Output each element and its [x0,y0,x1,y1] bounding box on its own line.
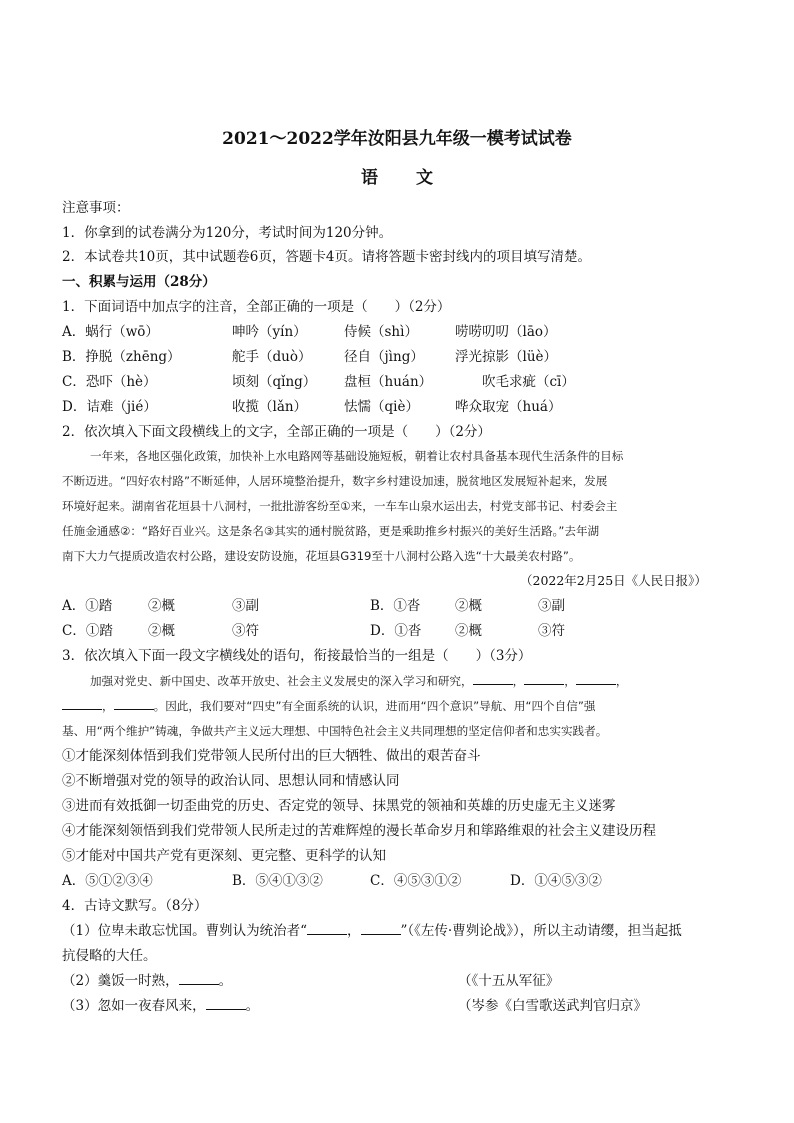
q4-part-1-sep: ， [347,923,361,939]
q2-stem: 2．依次填入下面文段横线上的文字，全部正确的一项是（ ）（2分） [62,424,491,440]
q4-part-3-text: （3）忽如一夜春风来， [62,998,206,1014]
q1-option-b-word4: 浮光掠影（lüè） [455,349,558,365]
q3-item-3: ③进而有效抵御一切歪曲党的历史、否定党的领导、抹黑党的领袖和英雄的历史虚无主义迷雾 [62,798,616,814]
subject-title: 语文 [361,168,471,188]
answer-blank[interactable] [473,672,513,685]
q3-passage-line-2: ， 。因此，我们要对“四史”有全面系统的认识，进而用“四个意识”导航、用“四个自信”强 [62,697,595,715]
q3-item-4: ④才能深刻领悟到我们党带领人民所走过的苦难辉煌的漫长革命岁月和筚路维艰的社会主义建设历程 [62,823,656,839]
notice-item-1: 1．你拿到的试卷满分为120分，考试时间为120分钟。 [62,225,393,241]
q1-option-d-word4: 哗众取宠（huá） [455,399,562,415]
q2-option-c-2: ②概 [148,623,175,639]
q4-part-2-source: （《十五从军征》 [458,973,560,989]
q4-part-3-end: 。 [245,998,260,1014]
q1-stem: 1．下面词语中加点字的注音，全部正确的一项是（ ）（2分） [62,299,451,315]
q2-option-c-1: C．①踏 [62,623,113,639]
q2-passage-line-3: 环境好起来。湖南省花垣县十八洞村，一批批游客纷至①来，一车车山泉水运出去，村党支部书记、村委会主 [62,499,618,513]
q3-item-2: ②不断增强对党的领导的政治认同、思想认同和情感认同 [62,773,400,789]
q3-option-a: A．⑤①②③④ [62,873,153,889]
q2-option-a-3: ③副 [232,598,259,614]
q4-part-1-cont: 抗侵略的大任。 [62,948,157,964]
q2-passage-line-1: 一年来，各地区强化政策，加快补上水电路网等基础设施短板，朝着让农村具备基本现代生活条件的目标 [90,449,624,463]
q2-option-d-3: ③符 [538,623,565,639]
q3-option-c: C．④⑤③①② [370,873,462,889]
q1-option-a-word2: 呻吟（yín） [232,324,307,340]
q1-option-b-word2: 舵手（duò） [232,349,312,365]
q3-option-b: B．⑤④①③② [232,873,323,889]
q4-part-1 [62,922,682,940]
q2-passage-line-5: 南下大力气提质改造农村公路，建设安防设施，花垣县G319至十八洞村公路入选“十大最美农村路”。 [62,549,581,563]
q4-part-3-source: （岑参《白雪歌送武判官归京》 [458,998,647,1014]
q4-part-2-text: （2）羹饭一时熟， [62,973,179,989]
q1-option-b-word3: 径自（jìng） [344,349,424,365]
q3-passage-text-1: 加强对党史、新中国史、改革开放史、社会主义发展史的深入学习和研究， [90,674,473,688]
q1-option-a-word3: 侍候（shì） [344,324,418,340]
answer-blank[interactable] [179,972,219,985]
q2-passage-line-2: 不断迈进。“四好农村路”不断延伸，人居环境整治提升，数字乡村建设加速，脱贫地区发展短补起来，发展 [62,474,608,488]
q2-option-d-1: D．①沓 [370,623,422,639]
q2-option-b-3: ③副 [538,598,565,614]
q4-part-1-text-b: ”（《左传·曹刿论战》），所以主动请缨，担当起抵 [400,923,682,939]
q2-option-a-2: ②概 [148,598,175,614]
q2-option-b-2: ②概 [455,598,482,614]
answer-blank[interactable] [206,997,246,1010]
q3-item-1: ①才能深刻体悟到我们党带领人民所付出的巨大牺牲、做出的艰苦奋斗 [62,748,481,764]
q2-source: （2022年2月25日《人民日报》） [520,573,707,588]
q2-option-d-2: ②概 [455,623,482,639]
q1-option-c-word4: 吹毛求疵（cī） [482,374,575,390]
q2-option-a-1: A．①踏 [62,598,113,614]
q1-option-d-word2: 收揽（lǎn） [232,399,308,415]
q3-option-d: D．①④⑤③② [510,873,602,889]
q1-option-b-word1: B．挣脱（zhēng） [62,349,181,365]
q2-passage-line-4: 任施金通感②：“路好百业兴。这是条名③其实的通村脱贫路，更是乘助推乡村振兴的美好生活路。”去年湖 [62,524,600,538]
notice-label: 注意事项： [62,200,130,216]
answer-blank[interactable] [361,922,401,935]
q4-part-2-end: 。 [218,973,233,989]
q1-option-d-word1: D．诘难（jié） [62,399,157,415]
notice-item-2: 2．本试卷共10页，其中试题卷6页，答题卡4页。请将答题卡密封线内的项目填写清楚。 [62,249,591,265]
section-heading: 一、积累与运用（28分） [62,274,216,290]
answer-blank[interactable] [524,672,564,685]
q1-option-c-word1: C．恐吓（hè） [62,374,157,390]
q2-option-b-1: B．①沓 [370,598,421,614]
q3-passage-line-1: 加强对党史、新中国史、改革开放史、社会主义发展史的深入学习和研究， ， ， ， [90,674,628,688]
q3-passage-line-3: 基、用“两个维护”铸魂，争做共产主义远大理想、中国特色社会主义共同理想的坚定信仰者和忠实实践者。 [62,724,608,738]
q4-part-3 [62,997,259,1015]
q2-option-c-3: ③符 [232,623,259,639]
q3-stem: 3．依次填入下面一段文字横线处的语句，衔接最恰当的一组是（ ）（3分） [62,648,532,664]
answer-blank[interactable] [576,672,616,685]
q1-option-c-word3: 盘桓（huán） [344,374,433,390]
q4-stem: 4．古诗文默写。（8分） [62,898,208,914]
q1-option-d-word3: 怯懦（qiè） [344,399,419,415]
exam-title: 2021～2022学年汝阳县九年级一模考试试卷 [222,129,572,149]
q4-part-1-text-a: （1）位卑未敢忘忧国。曹刿认为统治者“ [62,923,307,939]
q3-passage-text-2: 。因此，我们要对“四史”有全面系统的认识，进而用“四个意识”导航、用“四个自信”强 [153,699,596,713]
answer-blank[interactable] [62,697,102,710]
q1-option-a-word4: 唠唠叨叨（lāo） [455,324,557,340]
q1-option-a-word1: A．蜗行（wō） [62,324,159,340]
q4-part-2 [62,972,232,990]
answer-blank[interactable] [307,922,347,935]
answer-blank[interactable] [114,697,154,710]
q1-option-c-word2: 顷刻（qǐng） [232,374,317,390]
q3-item-5: ⑤才能对中国共产党有更深刻、更完整、更科学的认知 [62,848,386,864]
